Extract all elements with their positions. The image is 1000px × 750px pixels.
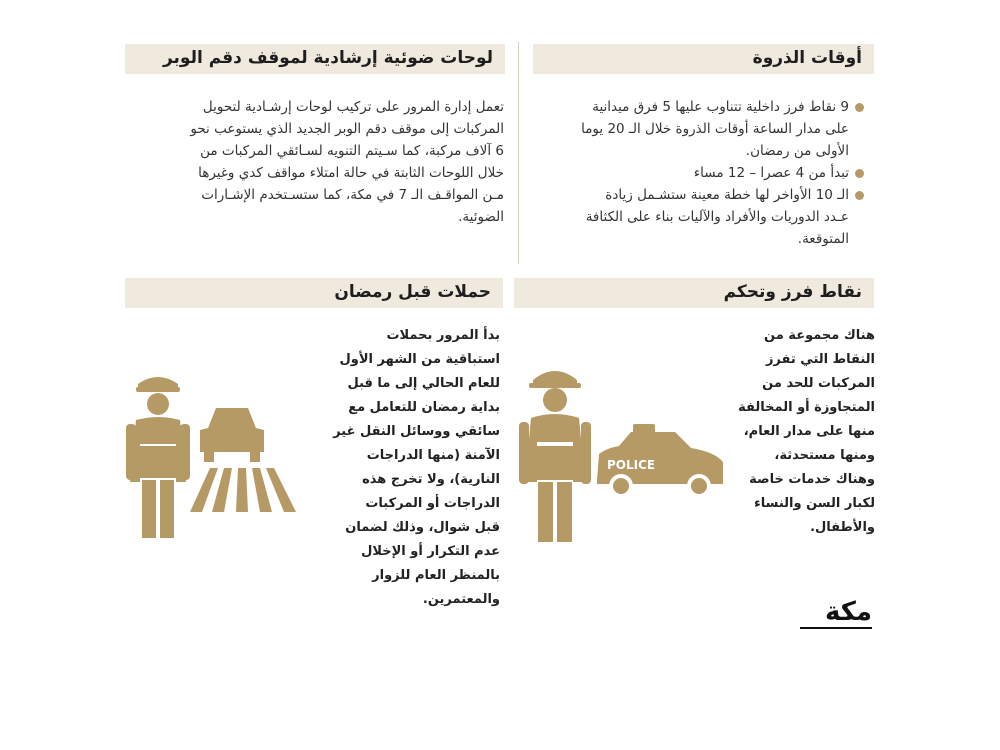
boards-header [125,44,505,74]
bullet-dot-icon [855,169,864,178]
bullet-dot-icon [855,191,864,200]
police-car-illustration [515,362,727,547]
checkpoints-text: هناك مجموعة من النقاط التي تفرز المركبات للحد من المتجاوزة أو المخالفة منها على مدار العام، ومنها مستحدثة، وهناك خدمات خاصة لكبار السن والنساء والأطفال. [738,328,875,535]
column-divider [518,42,519,264]
peak-times-title: أوقات الذروة [752,48,862,68]
peak-bullet: تبدأ من 4 عصرا – 12 مساء [528,162,864,184]
peak-times-header [533,44,874,74]
car-icon [200,408,264,462]
boards-paragraph: تعمل إدارة المرور على تركيب لوحات إرشـادية لتحويل المركبات إلى موقف دقم الوبر الجديد الذي يستوعب نحو 6 آلاف مركبة، كما سـيتم التنويه لسـائقي المركبات من خلال اللوحات الثابتة في حالة امتلاء مواقف كدي وغيرها مـن المواقـف الـ 7 في مكة، كما ستسـتخدم الإشـارات الضوئية. [190,99,504,225]
police-label: POLICE [607,458,656,472]
crosswalk-icon [190,468,296,512]
peak-bullet: الـ 10 الأواخر لها خطة معينة ستشـمل زيادة عـدد الدوريات والأفراد والآليات بناء على الكثافة المتوقعة. [528,184,864,250]
peak-bullet: 9 نقاط فرز داخلية تتناوب عليها 5 فرق ميدانية على مدار الساعة أوقات الذروة خلال الـ 20 يوما الأولى من رمضان. [528,96,864,162]
traffic-officer-illustration [124,372,326,542]
bullet-dot-icon [855,103,864,112]
police-officer-icon [519,371,591,542]
makkah-newspaper-logo [800,598,872,638]
checkpoints-header [514,278,874,308]
logo-underline [800,627,872,629]
logo-word: مكة [825,597,872,627]
boards-title: لوحات ضوئية إرشادية لموقف دقم الوبر [162,48,493,68]
peak-bullets [528,96,864,250]
campaigns-text: بدأ المرور بحملات استباقية من الشهر الأول للعام الحالي إلى ما قبل بداية رمضان للتعامل مع سائقي ووسائل النقل غير الآمنة (منها الدراجات النارية)، ولا تخرج هذه الدراجات أو المركبات قبل شوال، وذلك لضمان عدم التكرار أو الإخلال بالمنظر العام للزوار والمعتمرين. [333,328,500,607]
traffic-officer-icon [126,377,190,538]
campaigns-title: حملات قبل رمضان [334,282,491,302]
campaigns-header [125,278,503,308]
checkpoints-title: نقاط فرز وتحكم [723,282,862,302]
